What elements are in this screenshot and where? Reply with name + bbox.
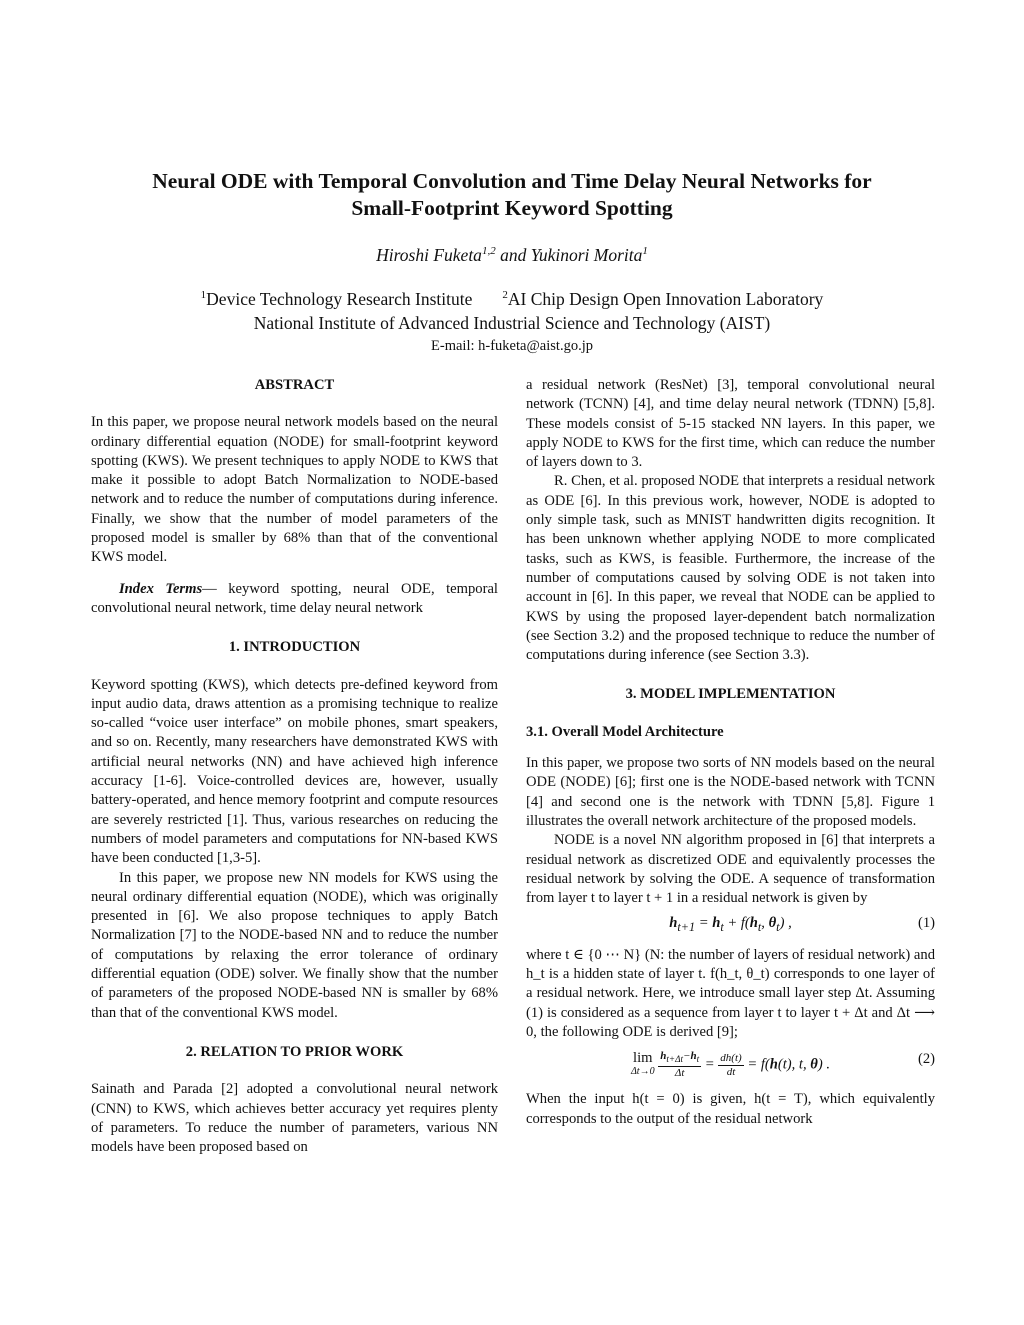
title-line-1: Neural ODE with Temporal Convolution and Time Delay Neural Networks for <box>152 169 872 193</box>
intro-heading: 1. INTRODUCTION <box>228 639 361 656</box>
institution: National Institute of Advanced Industrial Science and Technology (AIST) <box>253 313 771 333</box>
prior-paragraph-2: R. Chen, et al. proposed NODE that interprets a residual network as ODE [6]. In this previous work, however, NODE is adopted to only simple task, such as MNIST handwritten digits recognition. It has been unknown whether applying NODE to more complicated tasks, such as KWS, is feasible. Furthermore, the increase of the number of computations caused by solving ODE is not taken into account in [6]. In this paper, we reveal that NODE can be applied to KWS by using the proposed layer-dependent batch normalization (see Section 3.2) and the proposed technique to reduce the number of computations during inference (see Section 3.3). <box>526 473 935 664</box>
author-2: Yukinori Morita <box>530 245 643 265</box>
abstract-heading: ABSTRACT <box>254 377 335 393</box>
title-line-2: Small-Footprint Keyword Spotting <box>351 196 673 220</box>
affil-1-sup: 1 <box>200 289 207 302</box>
authors-and: and <box>495 245 531 265</box>
email: E-mail: h-fuketa@aist.go.jp <box>431 338 593 354</box>
index-terms-label: Index Terms <box>119 580 203 597</box>
equation-1-number: (1) <box>917 915 935 932</box>
intro-paragraph-2: In this paper, we propose new NN models for KWS using the neural ordinary differential equation (NODE), which was originally presented in [6]. We also propose techniques to apply Batch Normalization [7] to the NODE-based NN and to reduce the number of computations by relaxing the error tolerance of ordinary differential equation (ODE) solver. We finally show that the number of parameters of the proposed NODE-based NN is smaller by 68% than that of the conventional KWS model. <box>91 869 498 1021</box>
equation-2-number: (2) <box>917 1051 935 1068</box>
affil-2-sup: 2 <box>502 289 508 302</box>
left-column <box>91 376 498 1157</box>
authors <box>60 245 964 266</box>
model-paragraph-4: When the input h(t = 0) is given, h(t = T), which equivalently corresponds to the output of the residual network <box>526 1091 935 1127</box>
model-subheading: 3.1. Overall Model Architecture <box>526 723 724 740</box>
prior-paragraph-1: Sainath and Parada [2] adopted a convolutional neural network (CNN) to KWS, which achieves better accuracy yet requires plenty of parameters. To reduce the number of parameters, various NN models have been proposed based on <box>91 1081 498 1156</box>
affiliations <box>60 289 964 310</box>
prior-heading: 2. RELATION TO PRIOR WORK <box>185 1043 404 1060</box>
author-1-sup: 1,2 <box>481 245 496 258</box>
model-paragraph-2: NODE is a novel NN algorithm proposed in [6] that interprets a residual network as discretized ODE and equivalently processes the residual network by solving the ODE. A sequence of transformation from layer t to layer t + 1 in a residual network is given by <box>526 832 935 907</box>
affil-1: Device Technology Research Institute <box>206 289 473 309</box>
paper-title <box>60 168 964 222</box>
author-2-sup: 1 <box>642 245 648 258</box>
model-heading: 3. MODEL IMPLEMENTATION <box>625 686 836 703</box>
right-column <box>526 376 935 1129</box>
affil-2: AI Chip Design Open Innovation Laboratory <box>507 289 824 309</box>
equation-1: $h_{t+1} = h_t + f(h_t$, $\theta_t$) , (1) <box>669 915 935 935</box>
intro-paragraph-1: Keyword spotting (KWS), which detects pre-defined keyword from input audio data, draws attention as a promising technique to realize so-called “voice user interface” on mobile phones, smart speakers, and so on. Recently, many researchers have demonstrated KWS with artificial neural networks (NN) and have achieved high inference accuracy [1-6]. Voice-controlled devices are, however, usually battery-operated, and hence memory footprint and compute resources are severely restricted [1]. Thus, various researches on reducing the numbers of model parameters and computations for NN-based KWS have been conducted [1,3-5]. <box>91 676 498 867</box>
equation-2: lim Δt→0 $\frac{h_{t+\Delta t}-h_t}{\Delta t}$ = $\frac{dh(t)}{dt}$ = f(h(t), t, θ) . (2) <box>630 1050 935 1080</box>
model-paragraph-3: where t ∈ {0 ⋯ N} (N: the number of layers of residual network) and h_t is a hidden state of layer t. f(h_t, θ_t) corresponds to one layer of a residual network. Here, we introduce small layer step Δt. Assuming (1) is considered as a sequence from layer t to layer t + Δt and Δt ⟶ 0, the following ODE is derived [9]; <box>526 946 935 1040</box>
model-paragraph-1: In this paper, we propose two sorts of NN models based on the neural ODE (NODE) [6]; first one is the NODE-based network with TCNN [4] and second one is the network with TDNN [5,8]. Figure 1 illustrates the overall network architecture of the proposed models. <box>526 755 935 829</box>
author-1: Hiroshi Fuketa <box>376 245 482 265</box>
index-terms-text: — keyword spotting, neural ODE, temporal convolutional neural network, time delay neural network <box>91 580 498 616</box>
index-terms <box>91 580 498 619</box>
prior-paragraph-1-cont: a residual network (ResNet) [3], temporal convolutional neural network (TCNN) [4], and time delay neural network (TDNN) [5,8]. These models consist of 5-15 stacked NN layers. In this paper, we apply NODE to KWS for the first time, which can reduce the number of layers down to 3. <box>526 377 935 471</box>
abstract-text: In this paper, we propose neural network models based on the neural ordinary differential equation (NODE) for small-footprint keyword spotting (KWS). We present techniques to apply NODE to KWS that make it possible to adopt Batch Normalization to NODE-based network and to reduce the number of computations during inference. Finally, we show that the number of model parameters of the proposed model is smaller by 68% than that of the conventional KWS model. <box>91 414 498 566</box>
